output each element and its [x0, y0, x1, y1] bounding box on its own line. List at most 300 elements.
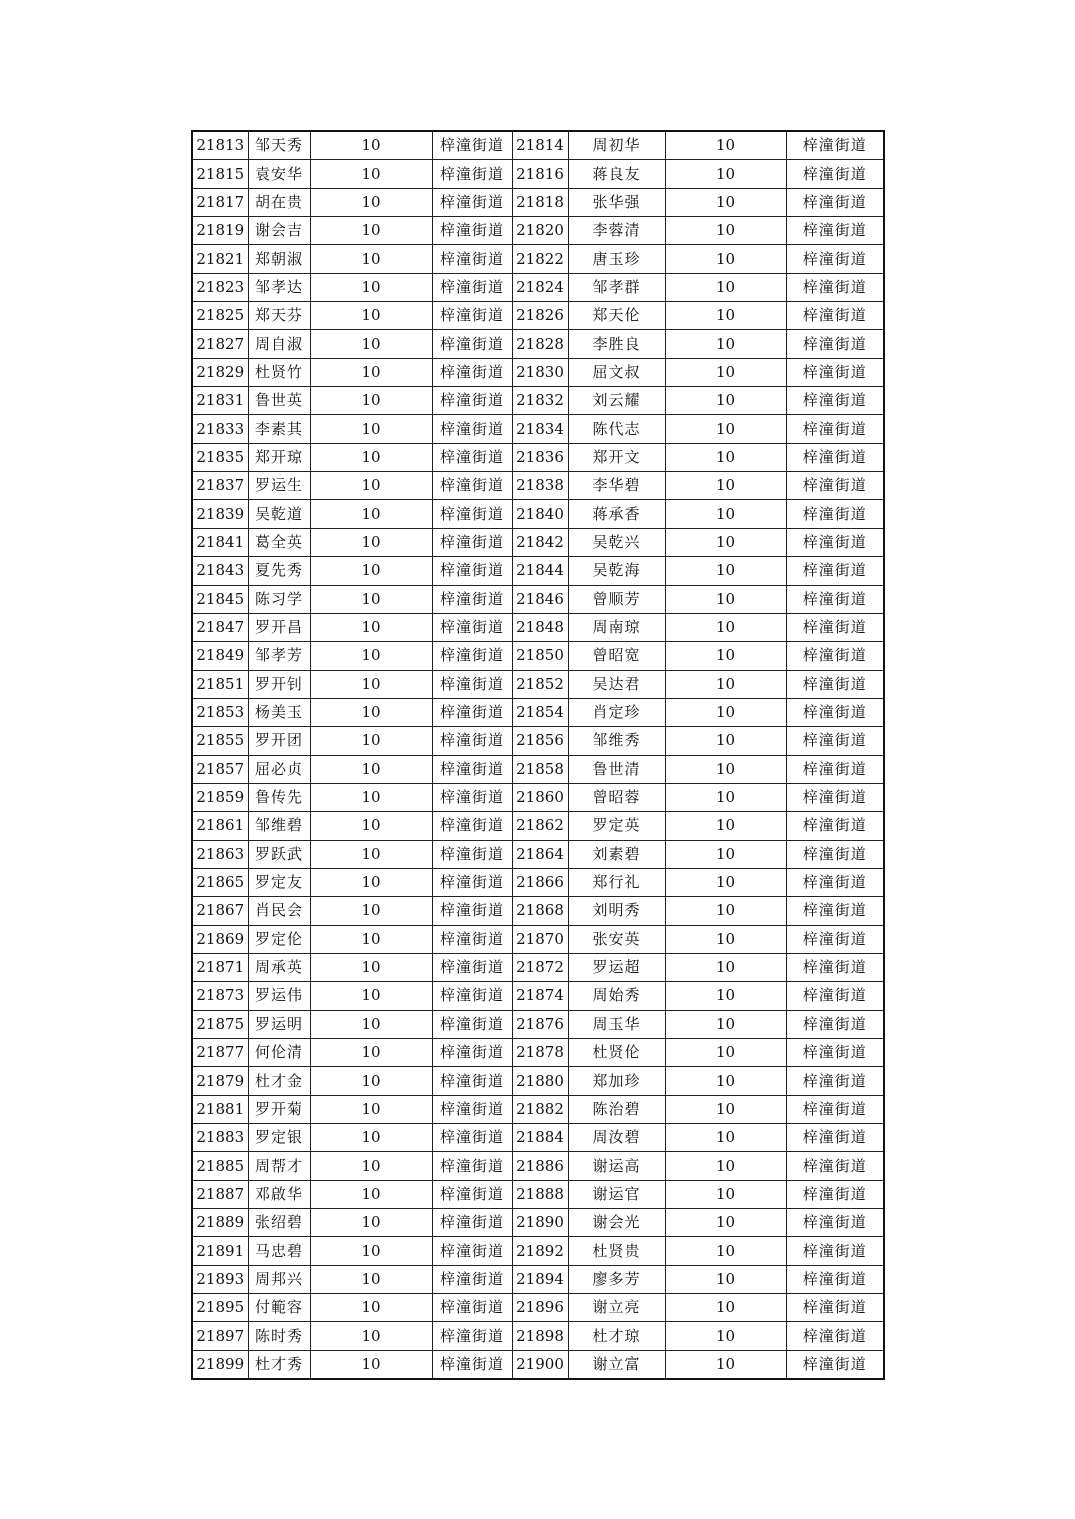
location-name-cell: 梓潼街道	[432, 217, 512, 245]
location-name-cell: 梓潼街道	[432, 245, 512, 273]
location-name-cell: 梓潼街道	[432, 500, 512, 528]
amount-value-cell: 10	[310, 1209, 432, 1237]
record-id-cell: 21842	[512, 528, 568, 556]
record-id-cell: 21847	[192, 613, 248, 641]
record-id-cell: 21825	[192, 302, 248, 330]
record-id-cell: 21841	[192, 528, 248, 556]
person-name-cell: 邓啟华	[248, 1180, 310, 1208]
record-id-cell: 21831	[192, 387, 248, 415]
table-row	[192, 443, 884, 471]
record-id-cell: 21838	[512, 472, 568, 500]
person-name-cell: 罗定伦	[248, 925, 310, 953]
amount-value-cell: 10	[310, 1237, 432, 1265]
person-name-cell: 罗开团	[248, 727, 310, 755]
record-id-cell: 21860	[512, 783, 568, 811]
person-name-cell: 李素其	[248, 415, 310, 443]
location-name-cell: 梓潼街道	[786, 783, 884, 811]
record-id-cell: 21877	[192, 1039, 248, 1067]
amount-value-cell: 10	[665, 1039, 786, 1067]
table-row	[192, 925, 884, 953]
location-name-cell: 梓潼街道	[432, 840, 512, 868]
record-id-cell: 21818	[512, 188, 568, 216]
amount-value-cell: 10	[310, 1294, 432, 1322]
record-id-cell: 21892	[512, 1237, 568, 1265]
amount-value-cell: 10	[310, 472, 432, 500]
record-id-cell: 21897	[192, 1322, 248, 1350]
amount-value-cell: 10	[665, 642, 786, 670]
amount-value-cell: 10	[310, 1152, 432, 1180]
amount-value-cell: 10	[310, 188, 432, 216]
person-name-cell: 陈治碧	[568, 1095, 665, 1123]
record-id-cell: 21839	[192, 500, 248, 528]
person-name-cell: 杜贤竹	[248, 358, 310, 386]
location-name-cell: 梓潼街道	[432, 273, 512, 301]
amount-value-cell: 10	[665, 698, 786, 726]
amount-value-cell: 10	[310, 131, 432, 160]
location-name-cell: 梓潼街道	[432, 1209, 512, 1237]
amount-value-cell: 10	[310, 1039, 432, 1067]
location-name-cell: 梓潼街道	[432, 953, 512, 981]
location-name-cell: 梓潼街道	[786, 953, 884, 981]
person-name-cell: 屈文叔	[568, 358, 665, 386]
record-id-cell: 21840	[512, 500, 568, 528]
person-name-cell: 郑朝淑	[248, 245, 310, 273]
location-name-cell: 梓潼街道	[786, 131, 884, 160]
amount-value-cell: 10	[310, 443, 432, 471]
location-name-cell: 梓潼街道	[786, 613, 884, 641]
record-id-cell: 21829	[192, 358, 248, 386]
table-row	[192, 415, 884, 443]
person-name-cell: 杜贤伦	[568, 1039, 665, 1067]
location-name-cell: 梓潼街道	[432, 160, 512, 188]
location-name-cell: 梓潼街道	[786, 1265, 884, 1293]
record-id-cell: 21815	[192, 160, 248, 188]
amount-value-cell: 10	[310, 1322, 432, 1350]
location-name-cell: 梓潼街道	[432, 642, 512, 670]
table-row	[192, 755, 884, 783]
record-id-cell: 21816	[512, 160, 568, 188]
person-name-cell: 张华强	[568, 188, 665, 216]
amount-value-cell: 10	[665, 500, 786, 528]
amount-value-cell: 10	[310, 528, 432, 556]
amount-value-cell: 10	[665, 1350, 786, 1379]
amount-value-cell: 10	[665, 1265, 786, 1293]
record-id-cell: 21881	[192, 1095, 248, 1123]
record-id-cell: 21844	[512, 557, 568, 585]
person-name-cell: 蒋良友	[568, 160, 665, 188]
person-name-cell: 蒋承香	[568, 500, 665, 528]
location-name-cell: 梓潼街道	[786, 217, 884, 245]
person-name-cell: 邹孝芳	[248, 642, 310, 670]
amount-value-cell: 10	[665, 1322, 786, 1350]
amount-value-cell: 10	[665, 755, 786, 783]
record-id-cell: 21870	[512, 925, 568, 953]
table-row	[192, 528, 884, 556]
amount-value-cell: 10	[310, 1180, 432, 1208]
amount-value-cell: 10	[665, 358, 786, 386]
record-id-cell: 21824	[512, 273, 568, 301]
person-name-cell: 葛全英	[248, 528, 310, 556]
table-row	[192, 1322, 884, 1350]
location-name-cell: 梓潼街道	[786, 1209, 884, 1237]
table-row	[192, 1350, 884, 1379]
person-name-cell: 刘素碧	[568, 840, 665, 868]
amount-value-cell: 10	[665, 1180, 786, 1208]
amount-value-cell: 10	[665, 953, 786, 981]
person-name-cell: 廖多芳	[568, 1265, 665, 1293]
record-id-cell: 21882	[512, 1095, 568, 1123]
person-name-cell: 罗定银	[248, 1124, 310, 1152]
table-row	[192, 500, 884, 528]
record-id-cell: 21890	[512, 1209, 568, 1237]
location-name-cell: 梓潼街道	[432, 727, 512, 755]
person-name-cell: 周始秀	[568, 982, 665, 1010]
amount-value-cell: 10	[310, 642, 432, 670]
record-id-cell: 21875	[192, 1010, 248, 1038]
person-name-cell: 唐玉珍	[568, 245, 665, 273]
amount-value-cell: 10	[665, 472, 786, 500]
location-name-cell: 梓潼街道	[786, 1237, 884, 1265]
table-row	[192, 1209, 884, 1237]
location-name-cell: 梓潼街道	[786, 755, 884, 783]
record-id-cell: 21893	[192, 1265, 248, 1293]
person-name-cell: 曾顺芳	[568, 585, 665, 613]
table-row	[192, 217, 884, 245]
record-id-cell: 21865	[192, 868, 248, 896]
record-id-cell: 21856	[512, 727, 568, 755]
record-id-cell: 21895	[192, 1294, 248, 1322]
amount-value-cell: 10	[310, 670, 432, 698]
table-row	[192, 387, 884, 415]
person-name-cell: 肖民会	[248, 897, 310, 925]
amount-value-cell: 10	[310, 387, 432, 415]
record-id-cell: 21848	[512, 613, 568, 641]
amount-value-cell: 10	[310, 783, 432, 811]
person-name-cell: 罗运生	[248, 472, 310, 500]
record-id-cell: 21835	[192, 443, 248, 471]
amount-value-cell: 10	[310, 868, 432, 896]
person-name-cell: 郑加珍	[568, 1067, 665, 1095]
table-row	[192, 698, 884, 726]
amount-value-cell: 10	[310, 358, 432, 386]
amount-value-cell: 10	[665, 925, 786, 953]
record-id-cell: 21879	[192, 1067, 248, 1095]
person-name-cell: 肖定珍	[568, 698, 665, 726]
person-name-cell: 罗跃武	[248, 840, 310, 868]
amount-value-cell: 10	[310, 1265, 432, 1293]
person-name-cell: 李华碧	[568, 472, 665, 500]
record-id-cell: 21889	[192, 1209, 248, 1237]
amount-value-cell: 10	[665, 245, 786, 273]
location-name-cell: 梓潼街道	[432, 1294, 512, 1322]
person-name-cell: 周邦兴	[248, 1265, 310, 1293]
location-name-cell: 梓潼街道	[432, 188, 512, 216]
amount-value-cell: 10	[665, 131, 786, 160]
table-row	[192, 1294, 884, 1322]
record-id-cell: 21857	[192, 755, 248, 783]
person-name-cell: 吴达君	[568, 670, 665, 698]
location-name-cell: 梓潼街道	[432, 812, 512, 840]
person-name-cell: 杜才金	[248, 1067, 310, 1095]
person-name-cell: 邹维秀	[568, 727, 665, 755]
table-row	[192, 302, 884, 330]
person-name-cell: 罗开钊	[248, 670, 310, 698]
record-id-cell: 21874	[512, 982, 568, 1010]
location-name-cell: 梓潼街道	[786, 472, 884, 500]
amount-value-cell: 10	[310, 755, 432, 783]
record-id-cell: 21819	[192, 217, 248, 245]
person-name-cell: 张安英	[568, 925, 665, 953]
person-name-cell: 陈代志	[568, 415, 665, 443]
location-name-cell: 梓潼街道	[432, 897, 512, 925]
record-id-cell: 21891	[192, 1237, 248, 1265]
record-id-cell: 21850	[512, 642, 568, 670]
record-id-cell: 21886	[512, 1152, 568, 1180]
amount-value-cell: 10	[665, 387, 786, 415]
location-name-cell: 梓潼街道	[432, 1124, 512, 1152]
person-name-cell: 谢会光	[568, 1209, 665, 1237]
location-name-cell: 梓潼街道	[786, 670, 884, 698]
amount-value-cell: 10	[310, 812, 432, 840]
location-name-cell: 梓潼街道	[786, 1350, 884, 1379]
location-name-cell: 梓潼街道	[432, 1010, 512, 1038]
record-id-cell: 21899	[192, 1350, 248, 1379]
table-row	[192, 783, 884, 811]
amount-value-cell: 10	[665, 1294, 786, 1322]
person-name-cell: 李蓉清	[568, 217, 665, 245]
record-id-cell: 21814	[512, 131, 568, 160]
roster-body	[192, 131, 884, 1379]
location-name-cell: 梓潼街道	[432, 585, 512, 613]
location-name-cell: 梓潼街道	[786, 500, 884, 528]
record-id-cell: 21883	[192, 1124, 248, 1152]
record-id-cell: 21864	[512, 840, 568, 868]
amount-value-cell: 10	[665, 727, 786, 755]
location-name-cell: 梓潼街道	[432, 670, 512, 698]
record-id-cell: 21823	[192, 273, 248, 301]
person-name-cell: 罗开昌	[248, 613, 310, 641]
person-name-cell: 杜才琼	[568, 1322, 665, 1350]
location-name-cell: 梓潼街道	[432, 387, 512, 415]
location-name-cell: 梓潼街道	[432, 415, 512, 443]
amount-value-cell: 10	[310, 897, 432, 925]
location-name-cell: 梓潼街道	[432, 1322, 512, 1350]
person-name-cell: 鲁世英	[248, 387, 310, 415]
record-id-cell: 21817	[192, 188, 248, 216]
person-name-cell: 罗运超	[568, 953, 665, 981]
record-id-cell: 21887	[192, 1180, 248, 1208]
amount-value-cell: 10	[665, 812, 786, 840]
location-name-cell: 梓潼街道	[432, 1180, 512, 1208]
person-name-cell: 杜贤贵	[568, 1237, 665, 1265]
location-name-cell: 梓潼街道	[432, 1152, 512, 1180]
person-name-cell: 周自淑	[248, 330, 310, 358]
amount-value-cell: 10	[310, 1095, 432, 1123]
amount-value-cell: 10	[665, 1010, 786, 1038]
person-name-cell: 杨美玉	[248, 698, 310, 726]
location-name-cell: 梓潼街道	[432, 1265, 512, 1293]
amount-value-cell: 10	[310, 840, 432, 868]
amount-value-cell: 10	[665, 1067, 786, 1095]
person-name-cell: 夏先秀	[248, 557, 310, 585]
person-name-cell: 鲁传先	[248, 783, 310, 811]
location-name-cell: 梓潼街道	[786, 188, 884, 216]
table-row	[192, 670, 884, 698]
amount-value-cell: 10	[665, 188, 786, 216]
person-name-cell: 李胜良	[568, 330, 665, 358]
table-row	[192, 472, 884, 500]
record-id-cell: 21849	[192, 642, 248, 670]
person-name-cell: 杜才秀	[248, 1350, 310, 1379]
table-row	[192, 358, 884, 386]
person-name-cell: 袁安华	[248, 160, 310, 188]
amount-value-cell: 10	[310, 330, 432, 358]
record-id-cell: 21854	[512, 698, 568, 726]
record-id-cell: 21830	[512, 358, 568, 386]
location-name-cell: 梓潼街道	[786, 245, 884, 273]
amount-value-cell: 10	[310, 585, 432, 613]
location-name-cell: 梓潼街道	[786, 925, 884, 953]
location-name-cell: 梓潼街道	[786, 330, 884, 358]
location-name-cell: 梓潼街道	[432, 1350, 512, 1379]
location-name-cell: 梓潼街道	[432, 613, 512, 641]
table-row	[192, 1067, 884, 1095]
amount-value-cell: 10	[665, 840, 786, 868]
person-name-cell: 张绍碧	[248, 1209, 310, 1237]
amount-value-cell: 10	[310, 613, 432, 641]
person-name-cell: 曾昭蓉	[568, 783, 665, 811]
record-id-cell: 21876	[512, 1010, 568, 1038]
record-id-cell: 21878	[512, 1039, 568, 1067]
person-name-cell: 谢运高	[568, 1152, 665, 1180]
location-name-cell: 梓潼街道	[432, 1095, 512, 1123]
record-id-cell: 21898	[512, 1322, 568, 1350]
table-row	[192, 273, 884, 301]
location-name-cell: 梓潼街道	[786, 1322, 884, 1350]
table-row	[192, 1180, 884, 1208]
location-name-cell: 梓潼街道	[432, 698, 512, 726]
person-name-cell: 罗运明	[248, 1010, 310, 1038]
amount-value-cell: 10	[310, 415, 432, 443]
record-id-cell: 21880	[512, 1067, 568, 1095]
location-name-cell: 梓潼街道	[432, 358, 512, 386]
location-name-cell: 梓潼街道	[432, 1237, 512, 1265]
record-id-cell: 21822	[512, 245, 568, 273]
location-name-cell: 梓潼街道	[432, 1039, 512, 1067]
table-row	[192, 1237, 884, 1265]
amount-value-cell: 10	[665, 585, 786, 613]
person-name-cell: 刘明秀	[568, 897, 665, 925]
location-name-cell: 梓潼街道	[786, 1095, 884, 1123]
record-id-cell: 21888	[512, 1180, 568, 1208]
person-name-cell: 吴乾道	[248, 500, 310, 528]
table-row	[192, 1039, 884, 1067]
person-name-cell: 胡在贵	[248, 188, 310, 216]
person-name-cell: 罗定英	[568, 812, 665, 840]
person-name-cell: 周承英	[248, 953, 310, 981]
table-row	[192, 642, 884, 670]
record-id-cell: 21871	[192, 953, 248, 981]
location-name-cell: 梓潼街道	[786, 1152, 884, 1180]
location-name-cell: 梓潼街道	[786, 1067, 884, 1095]
record-id-cell: 21872	[512, 953, 568, 981]
person-name-cell: 陈习学	[248, 585, 310, 613]
location-name-cell: 梓潼街道	[432, 557, 512, 585]
person-name-cell: 谢立亮	[568, 1294, 665, 1322]
location-name-cell: 梓潼街道	[786, 1294, 884, 1322]
amount-value-cell: 10	[310, 1124, 432, 1152]
amount-value-cell: 10	[310, 698, 432, 726]
amount-value-cell: 10	[310, 1067, 432, 1095]
amount-value-cell: 10	[310, 953, 432, 981]
record-id-cell: 21837	[192, 472, 248, 500]
record-id-cell: 21827	[192, 330, 248, 358]
person-name-cell: 谢运官	[568, 1180, 665, 1208]
location-name-cell: 梓潼街道	[786, 727, 884, 755]
person-name-cell: 陈时秀	[248, 1322, 310, 1350]
person-name-cell: 何伦清	[248, 1039, 310, 1067]
person-name-cell: 周南琼	[568, 613, 665, 641]
record-id-cell: 21845	[192, 585, 248, 613]
location-name-cell: 梓潼街道	[786, 840, 884, 868]
record-id-cell: 21866	[512, 868, 568, 896]
location-name-cell: 梓潼街道	[432, 472, 512, 500]
person-name-cell: 周玉华	[568, 1010, 665, 1038]
table-row	[192, 812, 884, 840]
amount-value-cell: 10	[310, 500, 432, 528]
location-name-cell: 梓潼街道	[786, 415, 884, 443]
person-name-cell: 郑天伦	[568, 302, 665, 330]
location-name-cell: 梓潼街道	[786, 387, 884, 415]
amount-value-cell: 10	[665, 1209, 786, 1237]
table-row	[192, 613, 884, 641]
table-row	[192, 897, 884, 925]
table-row	[192, 1010, 884, 1038]
table-row	[192, 982, 884, 1010]
location-name-cell: 梓潼街道	[432, 1067, 512, 1095]
roster-table	[191, 130, 885, 1380]
location-name-cell: 梓潼街道	[786, 698, 884, 726]
amount-value-cell: 10	[665, 217, 786, 245]
person-name-cell: 鲁世清	[568, 755, 665, 783]
location-name-cell: 梓潼街道	[786, 1180, 884, 1208]
person-name-cell: 马忠碧	[248, 1237, 310, 1265]
record-id-cell: 21853	[192, 698, 248, 726]
location-name-cell: 梓潼街道	[432, 982, 512, 1010]
location-name-cell: 梓潼街道	[432, 443, 512, 471]
record-id-cell: 21859	[192, 783, 248, 811]
person-name-cell: 邹维碧	[248, 812, 310, 840]
location-name-cell: 梓潼街道	[432, 302, 512, 330]
person-name-cell: 罗开菊	[248, 1095, 310, 1123]
amount-value-cell: 10	[665, 613, 786, 641]
amount-value-cell: 10	[665, 1124, 786, 1152]
record-id-cell: 21843	[192, 557, 248, 585]
location-name-cell: 梓潼街道	[786, 528, 884, 556]
amount-value-cell: 10	[310, 273, 432, 301]
location-name-cell: 梓潼街道	[786, 642, 884, 670]
location-name-cell: 梓潼街道	[786, 443, 884, 471]
person-name-cell: 曾昭宽	[568, 642, 665, 670]
record-id-cell: 21834	[512, 415, 568, 443]
person-name-cell: 谢会吉	[248, 217, 310, 245]
table-row	[192, 131, 884, 160]
record-id-cell: 21833	[192, 415, 248, 443]
amount-value-cell: 10	[665, 557, 786, 585]
amount-value-cell: 10	[310, 217, 432, 245]
amount-value-cell: 10	[665, 868, 786, 896]
person-name-cell: 吴乾兴	[568, 528, 665, 556]
